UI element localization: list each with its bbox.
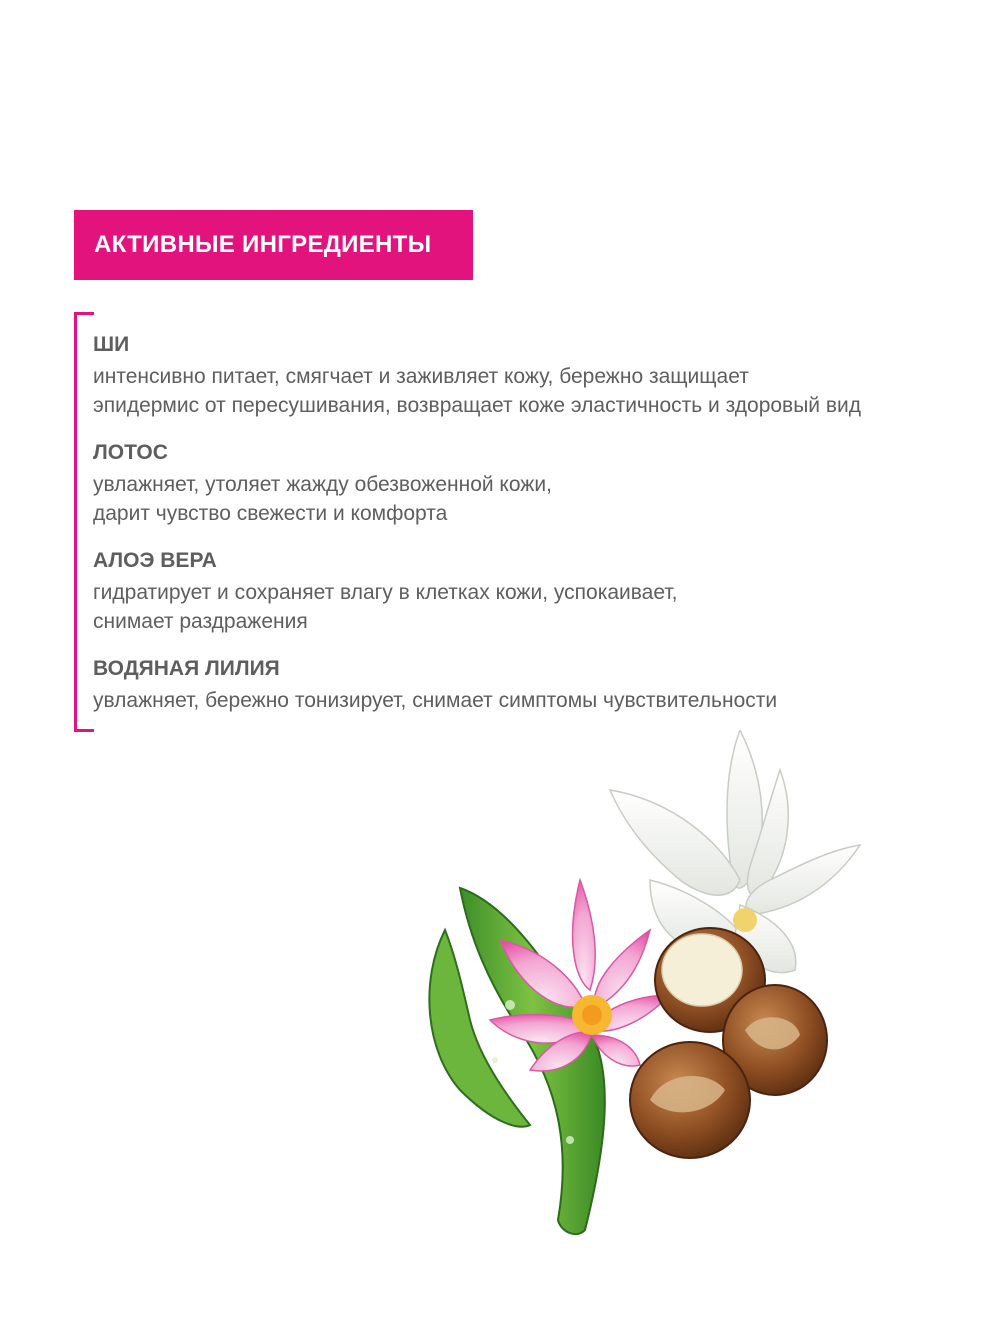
ingredient-name: АЛОЭ ВЕРА: [93, 549, 217, 572]
page-title: АКТИВНЫЕ ИНГРЕДИЕНТЫ: [94, 231, 432, 258]
description-line: интенсивно питает, смягчает и заживляет кожу, бережно защищает: [93, 365, 749, 388]
description-line: дарит чувство свежести и комфорта: [93, 502, 448, 525]
ingredients-illustration: [400, 730, 900, 1270]
ingredient-shea: [93, 330, 993, 420]
description-line: снимает раздражения: [93, 610, 308, 633]
ingredient-description: [93, 470, 993, 528]
description-line: эпидермис от пересушивания, возвращает коже эластичность и здоровый вид: [93, 394, 862, 417]
title-banner: [74, 210, 473, 280]
shea-nut-icon: [630, 928, 827, 1158]
ingredient-description: [93, 362, 993, 420]
ingredients-list: [93, 330, 993, 715]
ingredient-description: [93, 578, 993, 636]
description-line: гидратирует и сохраняет влагу в клетках кожи, успокаивает,: [93, 581, 678, 604]
ingredient-name: ЛОТОС: [93, 441, 168, 464]
ingredient-description: [93, 686, 993, 715]
description-line: увлажняет, утоляет жажду обезвоженной кожи,: [93, 473, 552, 496]
bracket-decoration: [74, 312, 94, 732]
description-line: увлажняет, бережно тонизирует, снимает симптомы чувствительности: [93, 689, 778, 712]
ingredient-lotus: [93, 438, 993, 528]
ingredient-aloe: [93, 546, 993, 636]
ingredient-name: ШИ: [93, 333, 130, 356]
ingredient-name: ВОДЯНАЯ ЛИЛИЯ: [93, 657, 280, 680]
ingredient-water-lily: [93, 654, 993, 715]
